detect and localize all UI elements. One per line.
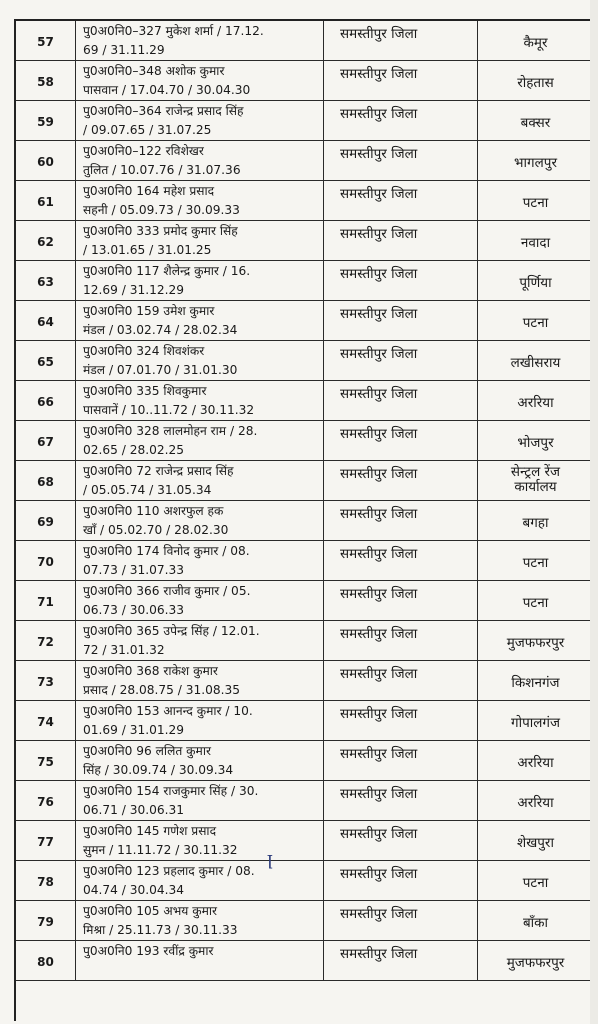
to-text: पटना	[522, 315, 549, 331]
name-text: पु0अ0नि0 72 राजेन्द्र प्रसाद सिंह / 05.05.74 / 31.05.34	[83, 464, 234, 497]
from-text: समस्तीपुर जिला	[340, 186, 418, 202]
current-posting-cell	[324, 701, 478, 740]
new-posting-cell	[478, 381, 594, 420]
table-row	[16, 901, 594, 941]
to-text: अररिया	[517, 795, 554, 811]
name-text: पु0अ0नि0 333 प्रमोद कुमार सिंह / 13.01.65 / 31.01.25	[83, 224, 238, 257]
name-text: पु0अ0नि0–122 रविशेखर तुलित / 10.07.76 / 31.07.36	[83, 144, 241, 177]
new-posting-cell	[478, 421, 594, 460]
from-text: समस्तीपुर जिला	[340, 466, 418, 482]
new-posting-cell	[478, 821, 594, 860]
from-text: समस्तीपुर जिला	[340, 826, 418, 842]
sno-text: 70	[37, 555, 54, 569]
sno-text: 76	[37, 795, 54, 809]
from-text: समस्तीपुर जिला	[340, 106, 418, 122]
new-posting-cell	[478, 741, 594, 780]
sno-text: 61	[37, 195, 54, 209]
new-posting-cell	[478, 221, 594, 260]
new-posting-cell	[478, 701, 594, 740]
new-posting-cell	[478, 301, 594, 340]
to-text: सेन्ट्रल रेंज कार्यालय	[510, 464, 561, 495]
name-text: पु0अ0नि0 110 अशरफुल हक खाँ / 05.02.70 / 28.02.30	[83, 504, 229, 537]
sno-text: 59	[37, 115, 54, 129]
current-posting-cell	[324, 61, 478, 100]
from-text: समस्तीपुर जिला	[340, 746, 418, 762]
new-posting-cell	[478, 141, 594, 180]
to-text: रोहतास	[517, 75, 554, 91]
current-posting-cell	[324, 21, 478, 60]
officer-detail-cell	[76, 61, 324, 100]
table-row	[16, 301, 594, 341]
serial-number-cell	[16, 181, 76, 220]
sno-text: 69	[37, 515, 54, 529]
table-row	[16, 461, 594, 501]
to-text: शेखपुरा	[517, 835, 554, 851]
from-text: समस्तीपुर जिला	[340, 666, 418, 682]
table-row	[16, 741, 594, 781]
current-posting-cell	[324, 741, 478, 780]
current-posting-cell	[324, 101, 478, 140]
name-text: पु0अ0नि0 117 शैलेन्द्र कुमार / 16. 12.69 / 31.12.29	[83, 264, 251, 297]
officer-detail-cell	[76, 501, 324, 540]
sno-text: 78	[37, 875, 54, 889]
from-text: समस्तीपुर जिला	[340, 506, 418, 522]
new-posting-cell	[478, 661, 594, 700]
new-posting-cell	[478, 461, 594, 500]
table-row	[16, 261, 594, 301]
table-row	[16, 781, 594, 821]
name-text: पु0अ0नि0 193 रवींद्र कुमार	[83, 944, 214, 958]
serial-number-cell	[16, 781, 76, 820]
current-posting-cell	[324, 221, 478, 260]
from-text: समस्तीपुर जिला	[340, 66, 418, 82]
new-posting-cell	[478, 781, 594, 820]
officer-detail-cell	[76, 861, 324, 900]
table-row	[16, 381, 594, 421]
from-text: समस्तीपुर जिला	[340, 266, 418, 282]
officer-detail-cell	[76, 461, 324, 500]
officer-detail-cell	[76, 741, 324, 780]
name-text: पु0अ0नि0 365 उपेन्द्र सिंह / 12.01. 72 / 31.01.32	[83, 624, 260, 657]
to-text: लखीसराय	[510, 355, 561, 371]
sno-text: 73	[37, 675, 54, 689]
name-text: पु0अ0नि0–327 मुकेश शर्मा / 17.12. 69 / 31.11.29	[83, 24, 264, 57]
serial-number-cell	[16, 661, 76, 700]
sno-text: 74	[37, 715, 54, 729]
table-row	[16, 501, 594, 541]
table-row	[16, 421, 594, 461]
serial-number-cell	[16, 501, 76, 540]
from-text: समस्तीपुर जिला	[340, 906, 418, 922]
from-text: समस्तीपुर जिला	[340, 306, 418, 322]
from-text: समस्तीपुर जिला	[340, 386, 418, 402]
table-row	[16, 941, 594, 981]
sno-text: 63	[37, 275, 54, 289]
current-posting-cell	[324, 141, 478, 180]
serial-number-cell	[16, 381, 76, 420]
current-posting-cell	[324, 341, 478, 380]
table-row	[16, 541, 594, 581]
name-text: पु0अ0नि0 366 राजीव कुमार / 05. 06.73 / 30.06.33	[83, 584, 251, 617]
from-text: समस्तीपुर जिला	[340, 26, 418, 42]
name-text: पु0अ0नि0 154 राजकुमार सिंह / 30. 06.71 / 30.06.31	[83, 784, 259, 817]
to-text: अररिया	[517, 755, 554, 771]
serial-number-cell	[16, 421, 76, 460]
new-posting-cell	[478, 861, 594, 900]
name-text: पु0अ0नि0 164 महेश प्रसाद सहनी / 05.09.73 / 30.09.33	[83, 184, 240, 217]
sno-text: 64	[37, 315, 54, 329]
table-row	[16, 581, 594, 621]
to-text: मुजफफरपुर	[506, 635, 565, 651]
officer-detail-cell	[76, 141, 324, 180]
sno-text: 72	[37, 635, 54, 649]
serial-number-cell	[16, 61, 76, 100]
officer-detail-cell	[76, 181, 324, 220]
current-posting-cell	[324, 261, 478, 300]
current-posting-cell	[324, 781, 478, 820]
from-text: समस्तीपुर जिला	[340, 866, 418, 882]
table-row	[16, 341, 594, 381]
new-posting-cell	[478, 21, 594, 60]
to-text: बाँका	[522, 915, 549, 931]
to-text: गोपालगंज	[510, 715, 561, 731]
officer-detail-cell	[76, 621, 324, 660]
serial-number-cell	[16, 221, 76, 260]
from-text: समस्तीपुर जिला	[340, 426, 418, 442]
current-posting-cell	[324, 901, 478, 940]
from-text: समस्तीपुर जिला	[340, 786, 418, 802]
sno-text: 66	[37, 395, 54, 409]
officer-detail-cell	[76, 101, 324, 140]
name-text: पु0अ0नि0 123 प्रहलाद कुमार / 08. 04.74 / 30.04.34	[83, 864, 255, 897]
serial-number-cell	[16, 341, 76, 380]
serial-number-cell	[16, 101, 76, 140]
officer-detail-cell	[76, 941, 324, 980]
new-posting-cell	[478, 61, 594, 100]
table-row	[16, 221, 594, 261]
sno-text: 62	[37, 235, 54, 249]
current-posting-cell	[324, 581, 478, 620]
name-text: पु0अ0नि0 153 आनन्द कुमार / 10. 01.69 / 31.01.29	[83, 704, 253, 737]
to-text: भोजपुर	[517, 435, 554, 451]
serial-number-cell	[16, 861, 76, 900]
table-row	[16, 21, 594, 61]
officer-detail-cell	[76, 901, 324, 940]
officer-detail-cell	[76, 21, 324, 60]
table-row	[16, 701, 594, 741]
sno-text: 77	[37, 835, 54, 849]
officer-detail-cell	[76, 421, 324, 460]
to-text: पटना	[522, 195, 549, 211]
from-text: समस्तीपुर जिला	[340, 946, 418, 962]
officer-detail-cell	[76, 541, 324, 580]
table-row	[16, 661, 594, 701]
name-text: पु0अ0नि0–364 राजेन्द्र प्रसाद सिंह / 09.07.65 / 31.07.25	[83, 104, 244, 137]
officer-detail-cell	[76, 221, 324, 260]
transfer-table	[14, 19, 594, 1021]
officer-detail-cell	[76, 701, 324, 740]
new-posting-cell	[478, 501, 594, 540]
officer-detail-cell	[76, 341, 324, 380]
current-posting-cell	[324, 541, 478, 580]
serial-number-cell	[16, 541, 76, 580]
to-text: पटना	[522, 875, 549, 891]
new-posting-cell	[478, 181, 594, 220]
sno-text: 58	[37, 75, 54, 89]
table-row	[16, 861, 594, 901]
from-text: समस्तीपुर जिला	[340, 626, 418, 642]
serial-number-cell	[16, 581, 76, 620]
sno-text: 67	[37, 435, 54, 449]
table-row	[16, 621, 594, 661]
to-text: भागलपुर	[514, 155, 557, 171]
sno-text: 75	[37, 755, 54, 769]
officer-detail-cell	[76, 781, 324, 820]
serial-number-cell	[16, 941, 76, 980]
name-text: पु0अ0नि0–348 अशोक कुमार पासवान / 17.04.70 / 30.04.30	[83, 64, 251, 97]
name-text: पु0अ0नि0 96 ललित कुमार सिंह / 30.09.74 / 30.09.34	[83, 744, 234, 777]
to-text: अररिया	[517, 395, 554, 411]
to-text: पूर्णिया	[519, 275, 552, 291]
sno-text: 68	[37, 475, 54, 489]
to-text: पटना	[522, 555, 549, 571]
current-posting-cell	[324, 661, 478, 700]
from-text: समस्तीपुर जिला	[340, 346, 418, 362]
officer-detail-cell	[76, 581, 324, 620]
officer-detail-cell	[76, 821, 324, 860]
sno-text: 79	[37, 915, 54, 929]
table-row	[16, 101, 594, 141]
name-text: पु0अ0नि0 159 उमेश कुमार मंडल / 03.02.74 / 28.02.34	[83, 304, 238, 337]
serial-number-cell	[16, 141, 76, 180]
name-text: पु0अ0नि0 328 लालमोहन राम / 28. 02.65 / 28.02.25	[83, 424, 258, 457]
serial-number-cell	[16, 701, 76, 740]
to-text: किशनगंज	[511, 675, 560, 691]
current-posting-cell	[324, 461, 478, 500]
current-posting-cell	[324, 621, 478, 660]
new-posting-cell	[478, 901, 594, 940]
officer-detail-cell	[76, 661, 324, 700]
table-row	[16, 141, 594, 181]
sno-text: 60	[37, 155, 54, 169]
from-text: समस्तीपुर जिला	[340, 146, 418, 162]
new-posting-cell	[478, 581, 594, 620]
table-row	[16, 821, 594, 861]
serial-number-cell	[16, 461, 76, 500]
current-posting-cell	[324, 861, 478, 900]
sno-text: 80	[37, 955, 54, 969]
current-posting-cell	[324, 181, 478, 220]
serial-number-cell	[16, 821, 76, 860]
sno-text: 71	[37, 595, 54, 609]
name-text: पु0अ0नि0 105 अभय कुमार मिश्रा / 25.11.73 / 30.11.33	[83, 904, 238, 937]
officer-detail-cell	[76, 381, 324, 420]
name-text: पु0अ0नि0 145 गणेश प्रसाद सुमन / 11.11.72 / 30.11.32	[83, 824, 238, 857]
serial-number-cell	[16, 621, 76, 660]
name-text: पु0अ0नि0 174 विनोद कुमार / 08. 07.73 / 31.07.33	[83, 544, 250, 577]
serial-number-cell	[16, 301, 76, 340]
serial-number-cell	[16, 741, 76, 780]
new-posting-cell	[478, 341, 594, 380]
to-text: बक्सर	[520, 115, 551, 131]
name-text: पु0अ0नि0 324 शिवशंकर मंडल / 07.01.70 / 31.01.30	[83, 344, 238, 377]
new-posting-cell	[478, 941, 594, 980]
handwritten-mark: ꞁ	[267, 848, 273, 869]
from-text: समस्तीपुर जिला	[340, 586, 418, 602]
current-posting-cell	[324, 301, 478, 340]
current-posting-cell	[324, 421, 478, 460]
current-posting-cell	[324, 821, 478, 860]
serial-number-cell	[16, 21, 76, 60]
sno-text: 57	[37, 35, 54, 49]
from-text: समस्तीपुर जिला	[340, 706, 418, 722]
serial-number-cell	[16, 901, 76, 940]
new-posting-cell	[478, 621, 594, 660]
current-posting-cell	[324, 941, 478, 980]
to-text: मुजफफरपुर	[506, 955, 565, 971]
to-text: बगहा	[522, 515, 549, 531]
new-posting-cell	[478, 541, 594, 580]
to-text: कैमूर	[523, 35, 548, 51]
current-posting-cell	[324, 381, 478, 420]
table-row	[16, 61, 594, 101]
new-posting-cell	[478, 101, 594, 140]
page-edge-shadow	[590, 0, 598, 1024]
from-text: समस्तीपुर जिला	[340, 546, 418, 562]
officer-detail-cell	[76, 301, 324, 340]
current-posting-cell	[324, 501, 478, 540]
name-text: पु0अ0नि0 368 राकेश कुमार प्रसाद / 28.08.75 / 31.08.35	[83, 664, 241, 697]
to-text: पटना	[522, 595, 549, 611]
table-row	[16, 181, 594, 221]
sno-text: 65	[37, 355, 54, 369]
to-text: नवादा	[520, 235, 551, 251]
from-text: समस्तीपुर जिला	[340, 226, 418, 242]
serial-number-cell	[16, 261, 76, 300]
officer-detail-cell	[76, 261, 324, 300]
name-text: पु0अ0नि0 335 शिवकुमार पासवानें / 10..11.72 / 30.11.32	[83, 384, 255, 417]
new-posting-cell	[478, 261, 594, 300]
